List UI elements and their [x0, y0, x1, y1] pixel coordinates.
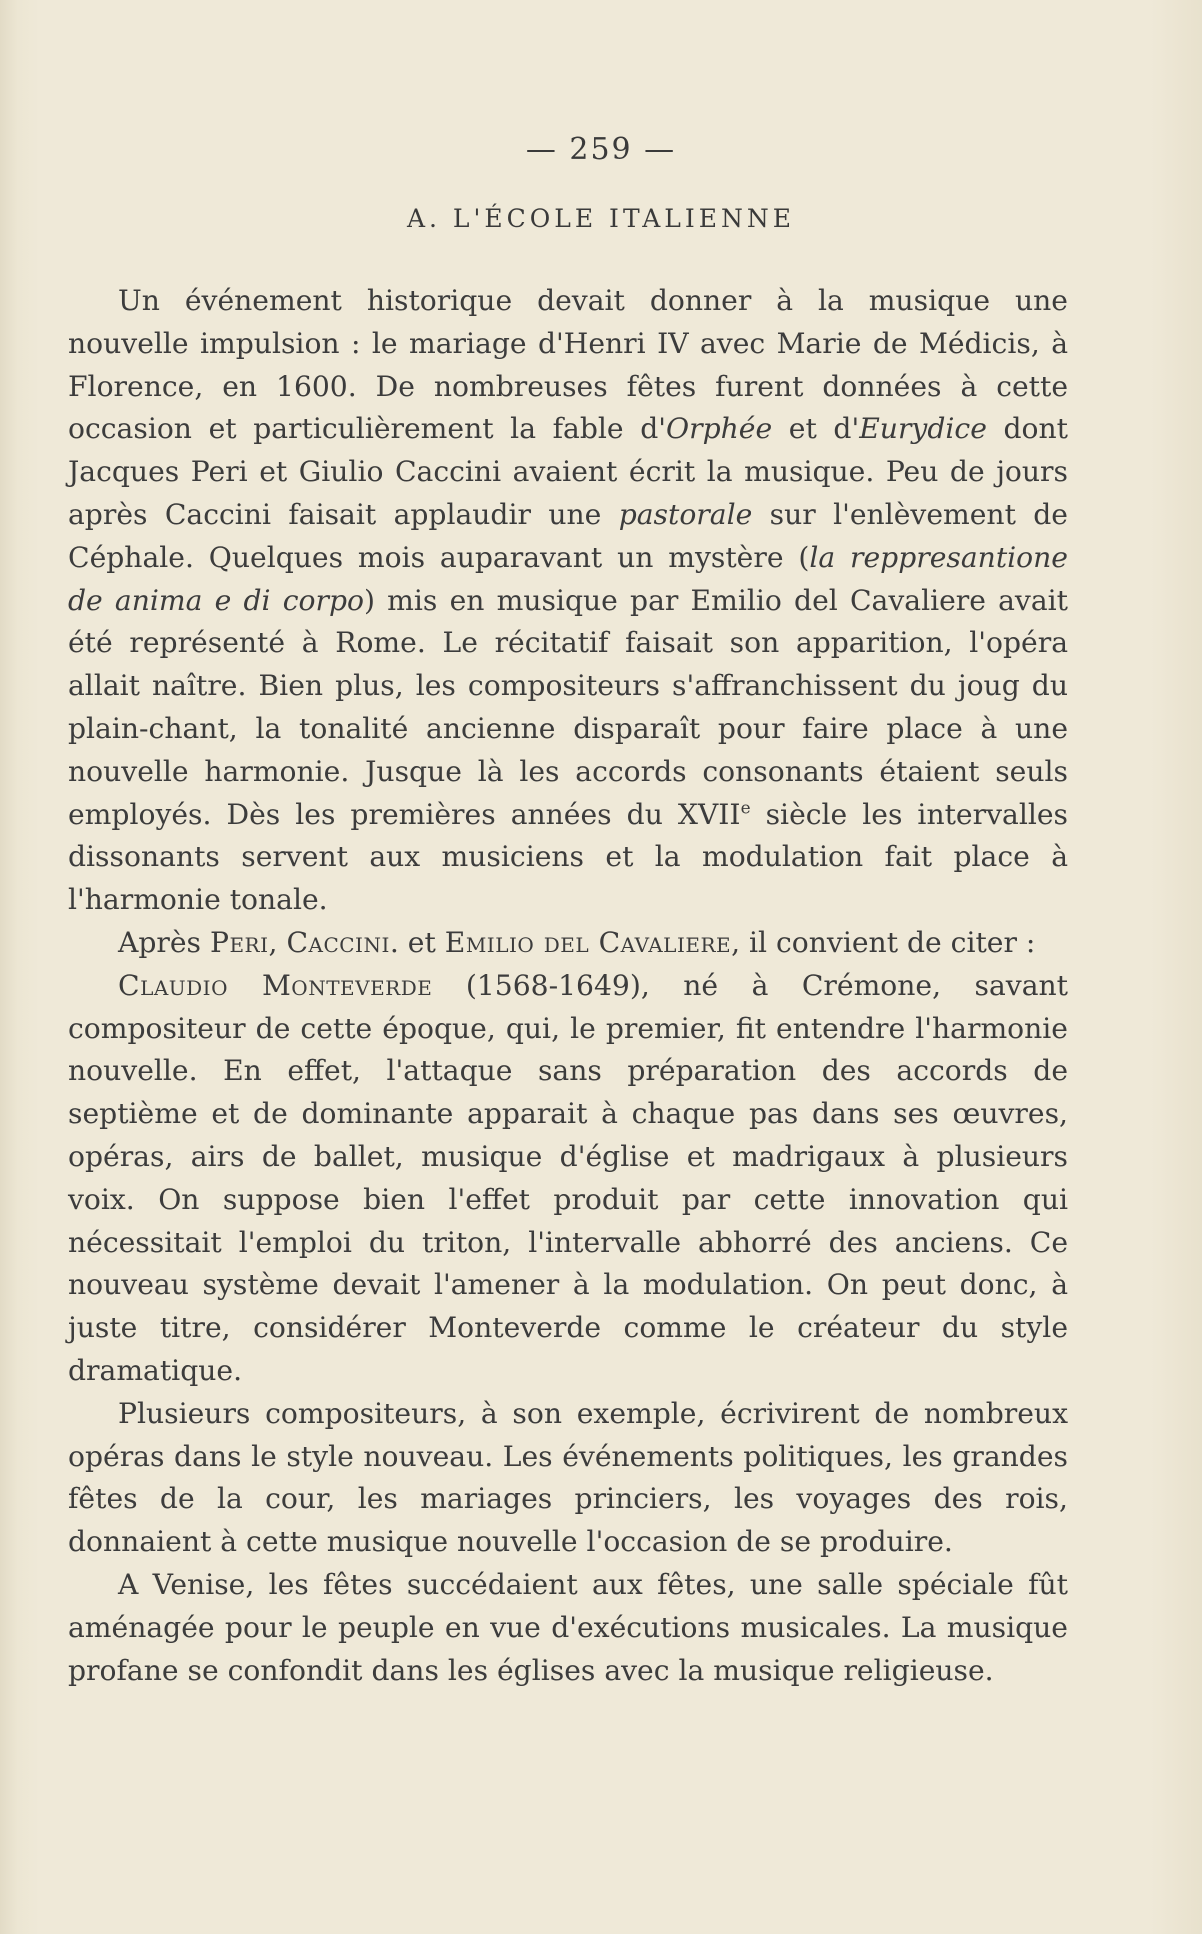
composer-name: Peri: [209, 925, 269, 959]
italic-title: Eurydice: [859, 412, 987, 446]
composer-name: Claudio Monteverde: [118, 968, 433, 1002]
italic-title: la reppresantione de anima e di corpo: [68, 540, 1068, 617]
italic-term: pastorale: [618, 497, 753, 531]
text-run: (1568-1649), né à Crémone, savant compositeur de cette époque, qui, le premier, fit entendre l'harmonie nouvelle. En effet, l'attaque sans préparation des accords de septième et de dominante apparait à chaque pas dans ses œuvres, opéras, airs de ballet, musique d'église et madrigaux à plusieurs voix. On suppose bien l'effet produit par cette innovation qui nécessitait l'emploi du triton, l'intervalle abhorré des anciens. Ce nouveau système devait l'amener à la modulation. On peut donc, à juste titre, considérer Monteverde comme le créateur du style dramatique.: [68, 968, 1069, 1387]
paragraph-3: [68, 965, 1068, 1393]
text-run: . et: [389, 925, 445, 959]
text-run: dont Jacques Peri et Giulio Caccini avaient écrit la musique. Peu de jours après Caccini faisait applaudir une: [68, 412, 1068, 531]
text-run: sur l'enlèvement de Céphale. Quelques mois auparavant un mystère (: [68, 497, 1068, 574]
text-run: ,: [268, 925, 287, 959]
page-number: — 259 —: [525, 132, 677, 167]
paragraph-1: [68, 280, 1068, 922]
paragraph-4: Plusieurs compositeurs, à son exemple, écrivirent de nombreux opéras dans le style nouveau. Les événements politiques, les grandes fêtes de la cour, les mariages princiers, les voyages des rois, donnaient à cette musique nouvelle l'occasion de se produire.: [68, 1396, 1068, 1559]
section-title: A. L'ÉCOLE ITALIENNE: [406, 204, 796, 233]
text-run: Après: [118, 925, 210, 959]
italic-title: Orphée: [666, 412, 773, 446]
text-run: siècle les intervalles dissonants servent aux musiciens et la modulation fait place à l'harmonie tonale.: [68, 797, 1068, 917]
text-run: , il convient de citer :: [731, 925, 1036, 959]
paragraph-5: A Venise, les fêtes succédaient aux fêtes, une salle spéciale fût aménagée pour le peuple en vue d'exécutions musicales. La musique profane se confondit dans les églises avec la musique religieuse.: [68, 1567, 1068, 1687]
composer-name: Caccini: [286, 925, 390, 959]
superscript: e: [740, 797, 751, 818]
text-run: et d': [772, 412, 860, 446]
composer-name: Emilio del Cavaliere: [444, 925, 732, 959]
paragraph-2: [68, 922, 1068, 965]
body-text: [68, 280, 1068, 1692]
text-run: Un événement historique devait donner à la musique une nouvelle impulsion : le mariage d'Henri IV avec Marie de Médicis, à Florence, en 1600. De nombreuses fêtes furent données à cette occasion et particulièrement la fable d': [68, 284, 1068, 446]
text-run: ) mis en musique par Emilio del Cavaliere avait été représenté à Rome. Le récitatif faisait son apparition, l'opéra allait naître. Bien plus, les compositeurs s'affranchissent du joug du plain-chant, la tonalité ancienne disparaît pour faire place à une nouvelle harmonie. Jusque là les accords consonants étaient seuls employés. Dès les premières années du XVII: [68, 583, 1069, 831]
